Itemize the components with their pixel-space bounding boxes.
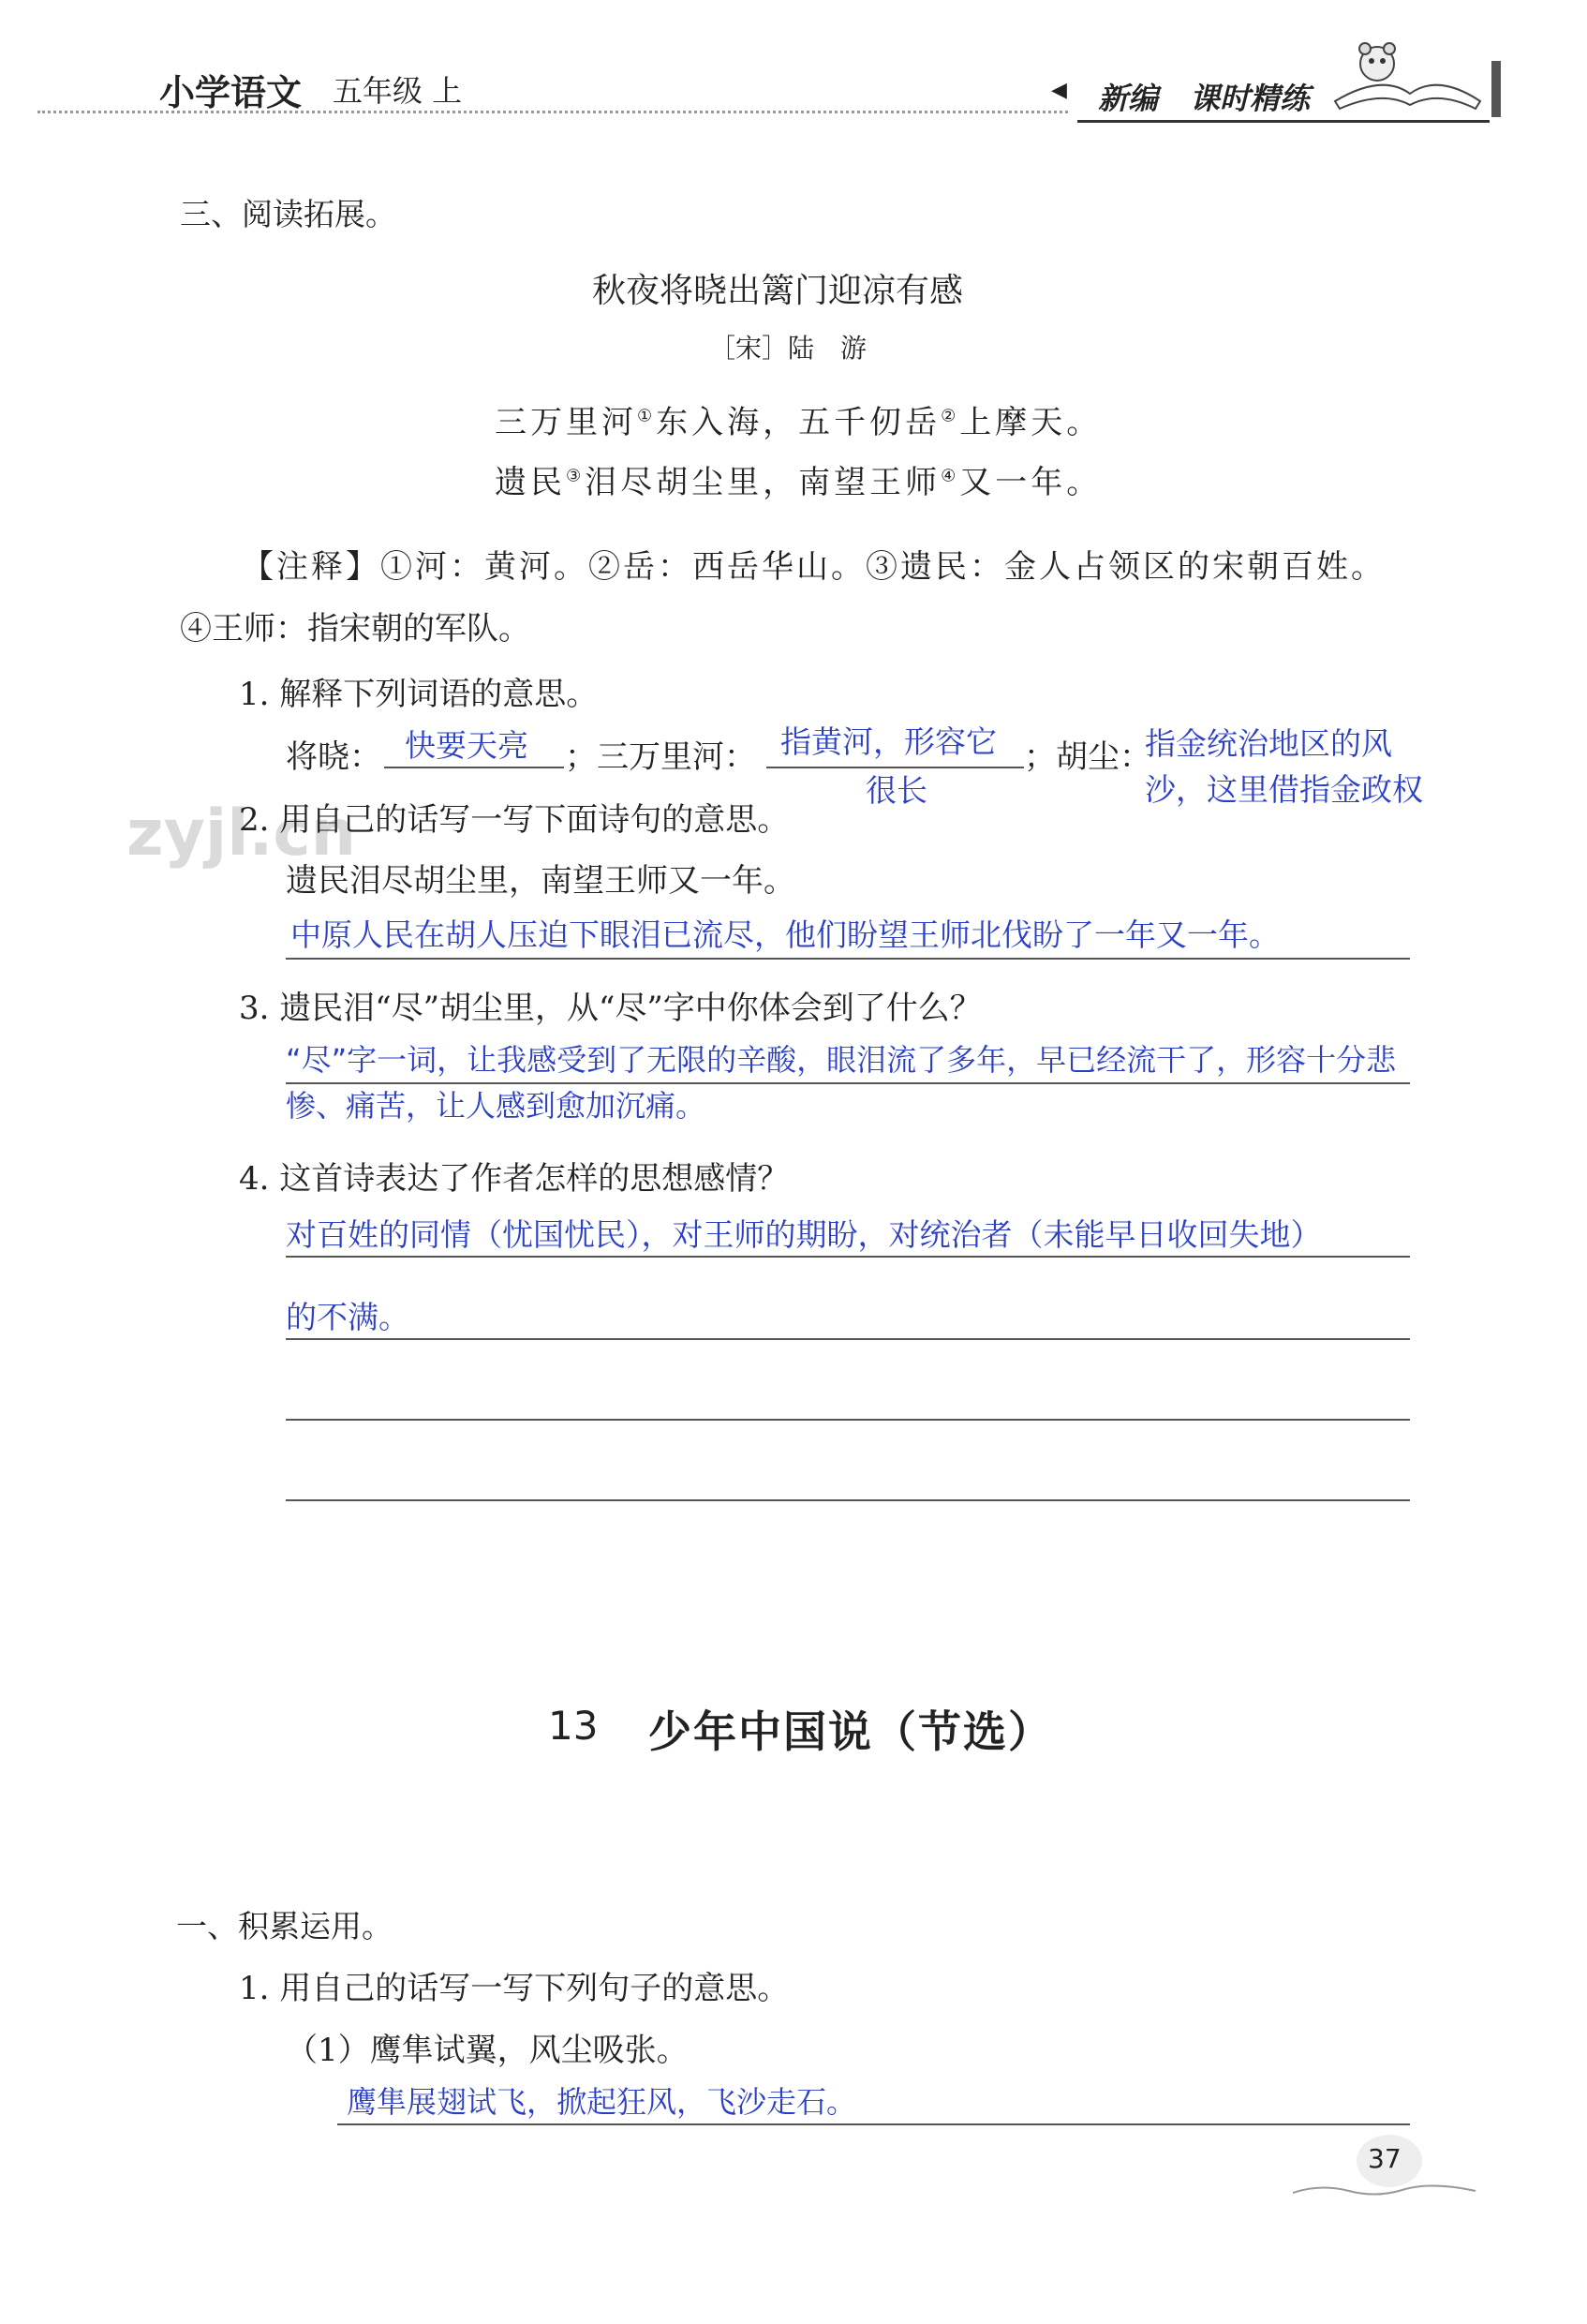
page-number: 37 <box>1368 2143 1402 2174</box>
question-1: 1. 解释下列词语的意思。 <box>239 676 599 713</box>
poem-line-1-b: 东入海，五千仞岳 <box>656 404 942 441</box>
footnote-mark-1: ① <box>637 406 657 426</box>
q1-term-2: ；三万里河： <box>565 738 756 776</box>
q1-answer-3a[interactable]: 指金统治地区的风 <box>1145 725 1392 762</box>
question-2: 2. 用自己的话写一写下面诗句的意思。 <box>239 801 790 839</box>
q1-answer-2a[interactable]: 指黄河，形容它 <box>780 723 997 760</box>
header-brand-b: 课时精练 <box>1190 81 1311 116</box>
header-marker-icon: ◀ <box>1051 79 1067 102</box>
q3-answer-2[interactable]: 惨、痛苦，让人感到愈加沉痛。 <box>286 1088 706 1124</box>
poem-line-2-c: 又一年。 <box>959 464 1103 501</box>
footnote-mark-3: ③ <box>566 466 586 486</box>
mascot-book-icon <box>1326 36 1485 111</box>
header-subject: 小学语文 <box>159 72 303 113</box>
header-brand-a: 新编 <box>1098 81 1159 116</box>
header-edge-bar <box>1491 61 1501 117</box>
question-3: 3. 遗民泪“尽”胡尘里，从“尽”字中你体会到了什么？ <box>239 990 982 1027</box>
lesson-question-1: 1. 用自己的话写一写下列句子的意思。 <box>239 1970 790 2007</box>
poem-line-1-c: 上摩天。 <box>959 404 1103 441</box>
header-grade: 五年级 上 <box>333 73 463 109</box>
poem-title: 秋夜将晓出篱门迎凉有感 <box>592 272 964 310</box>
q3-answer-1[interactable]: “尽”字一词，让我感受到了无限的辛酸，眼泪流了多年，早已经流干了，形容十分悲 <box>286 1042 1397 1078</box>
lesson-heading: 一、积累运用。 <box>176 1908 393 1944</box>
q2-answer-line <box>286 958 1410 960</box>
lesson-number: 13 <box>548 1703 599 1749</box>
footnote-mark-2: ② <box>941 406 960 426</box>
reading-heading: 三、阅读拓展。 <box>180 196 396 232</box>
lesson-q1-answer[interactable]: 鹰隼展翅试飞，掀起狂风，飞沙走石。 <box>347 2084 857 2120</box>
poem-line-2-b: 泪尽胡尘里，南望王师 <box>585 464 942 501</box>
watermark: zyjl.cn <box>126 797 357 871</box>
lesson-q1-sub: （1）鹰隼试翼，风尘吸张。 <box>286 2032 689 2069</box>
lesson-q1-answer-line <box>337 2123 1410 2125</box>
q4-answer-line-3 <box>286 1419 1410 1421</box>
q1-answer-2b[interactable]: 很长 <box>866 772 927 809</box>
question-4: 4. 这首诗表达了作者怎样的思想感情？ <box>239 1160 790 1198</box>
lesson-title: 少年中国说（节选） <box>648 1706 1053 1757</box>
q4-answer-2[interactable]: 的不满。 <box>286 1299 409 1335</box>
q4-answer-1[interactable]: 对百姓的同情（忧国忧民），对王师的期盼，对统治者（未能早日收回失地） <box>286 1216 1322 1253</box>
q1-answer-1[interactable]: 快要天亮 <box>405 727 528 764</box>
header-brand-box <box>1077 66 1490 123</box>
annotation-line-2: ④王师：指宋朝的军队。 <box>180 610 530 648</box>
poem-line-1-a: 三万里河 <box>495 404 637 441</box>
poem-line-2-a: 遗民 <box>495 464 566 501</box>
q4-answer-line-1 <box>286 1256 1410 1258</box>
q2-poem-line: 遗民泪尽胡尘里，南望王师又一年。 <box>286 862 795 900</box>
q1-term-3: ；胡尘： <box>1024 738 1151 776</box>
footnote-mark-4: ④ <box>941 466 960 486</box>
q4-answer-line-4 <box>286 1499 1410 1501</box>
q1-answer-3b[interactable]: 沙，这里借指金政权 <box>1145 771 1423 808</box>
q1-blank-1 <box>384 767 564 768</box>
q2-answer[interactable]: 中原人民在胡人压迫下眼泪已流尽，他们盼望王师北伐盼了一年又一年。 <box>290 916 1280 953</box>
poem-author: ［宋］陆 游 <box>709 333 868 364</box>
q4-answer-line-2 <box>286 1338 1410 1340</box>
poem-line-2 <box>495 456 1102 502</box>
page-corner-wave-icon <box>1293 2174 1480 2202</box>
annotation-line-1: 【注释】①河：黄河。②岳：西岳华山。③遗民：金人占领区的宋朝百姓。 <box>242 548 1386 586</box>
poem-line-1 <box>495 396 1102 442</box>
q1-term-1: 将晓： <box>286 738 381 776</box>
